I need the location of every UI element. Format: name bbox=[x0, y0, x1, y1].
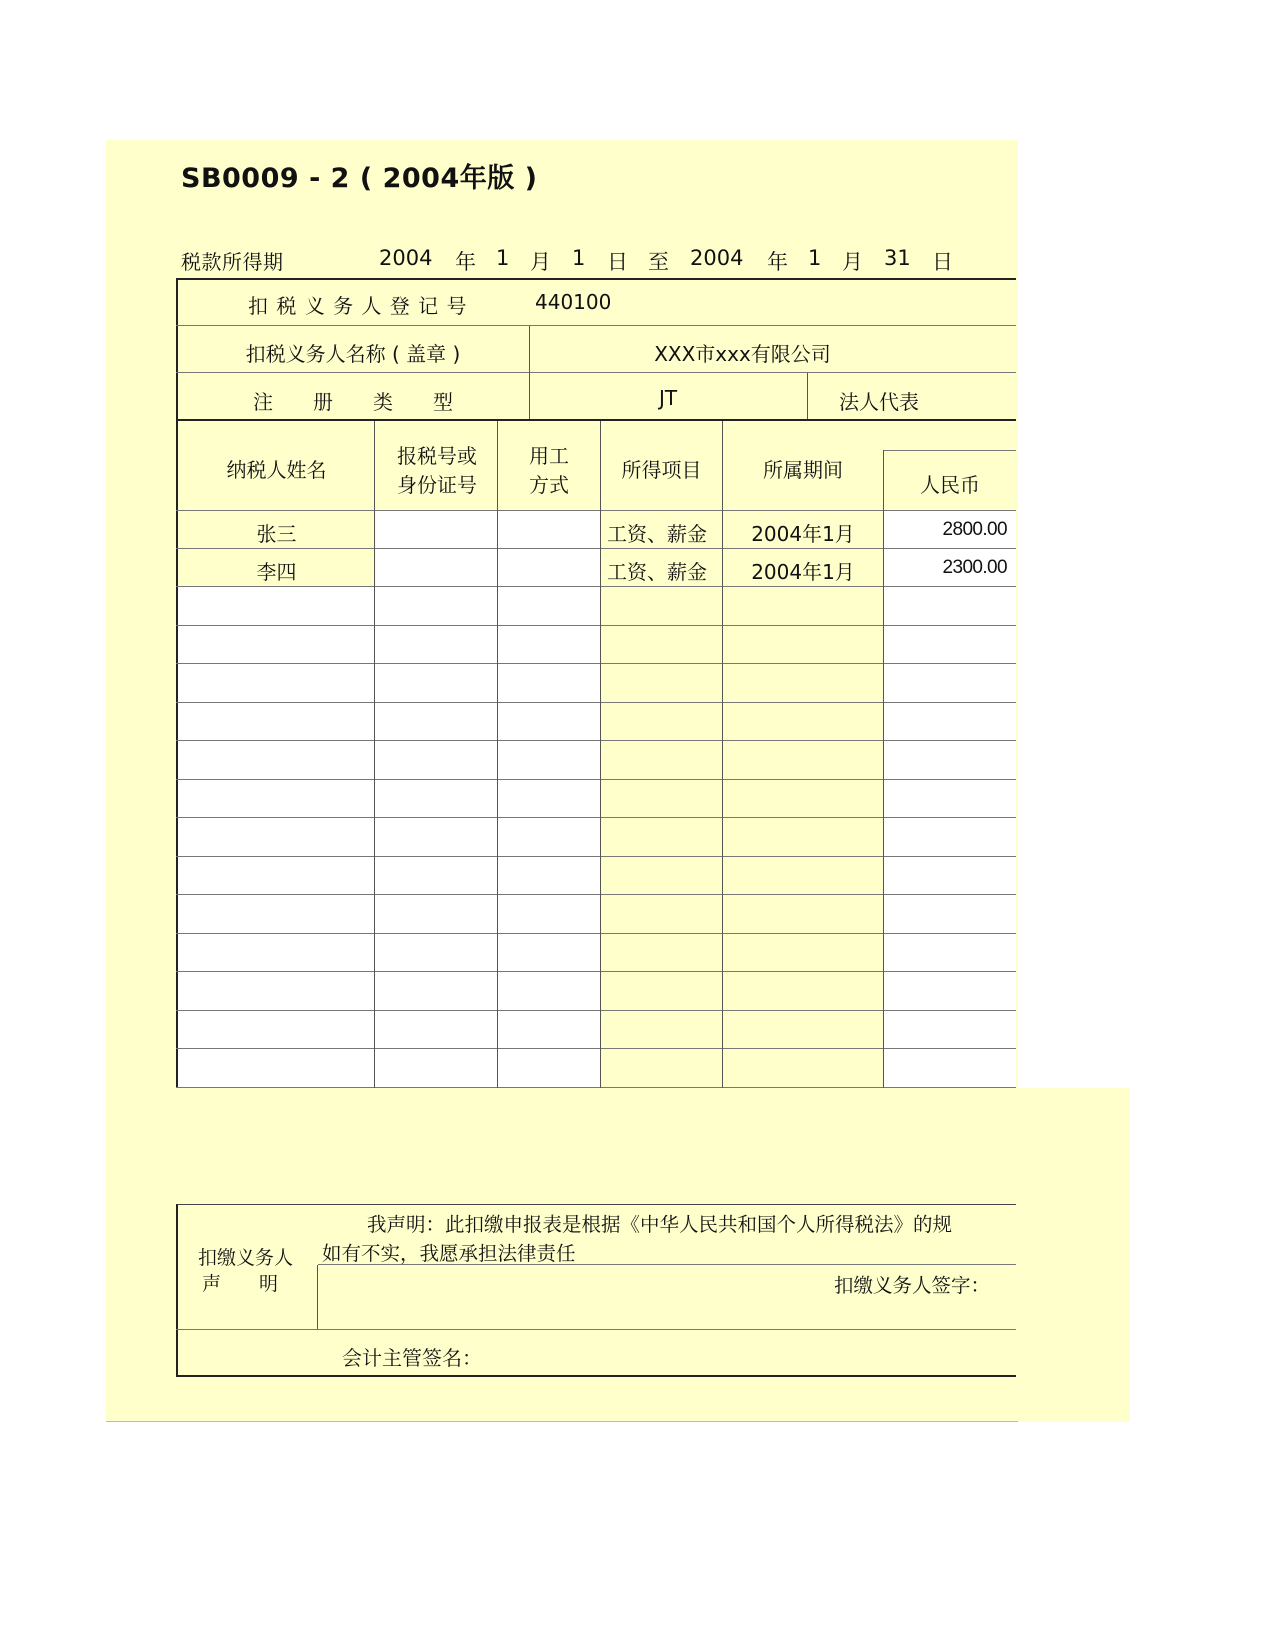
divider bbox=[176, 1329, 1016, 1330]
row-rmb-amount: 2300.00 bbox=[942, 557, 1007, 578]
period-day-unit: 日 bbox=[932, 250, 953, 274]
row-rmb-amount: 2800.00 bbox=[942, 519, 1007, 540]
divider bbox=[176, 663, 1016, 664]
declaration-label: 扣缴义务人 bbox=[198, 1247, 294, 1269]
period-end-day: 31 bbox=[884, 246, 911, 270]
signature-label: 扣缴义务人签字： bbox=[834, 1274, 991, 1297]
period-month-unit: 月 bbox=[842, 250, 863, 274]
divider bbox=[176, 625, 1016, 626]
legal-rep-label: 法人代表 bbox=[839, 390, 919, 414]
divider bbox=[807, 373, 808, 419]
row-income-item: 工资、薪金 bbox=[607, 522, 707, 546]
divider bbox=[176, 933, 1016, 934]
header-rmb: 人民币 bbox=[920, 473, 980, 497]
divider bbox=[317, 1265, 318, 1330]
divider bbox=[176, 894, 1016, 895]
declaration-text: 如有不实，我愿承担法律责任 bbox=[322, 1242, 576, 1265]
divider bbox=[176, 419, 1016, 421]
period-to: 至 bbox=[648, 250, 669, 274]
page-bottom-rule bbox=[106, 1421, 1018, 1422]
row-income-item: 工资、薪金 bbox=[607, 560, 707, 584]
reg-no-label: 扣 税 义 务 人 登 记 号 bbox=[248, 294, 468, 318]
withholder-name-value: XXX市xxx有限公司 bbox=[654, 342, 831, 366]
form-background-extension bbox=[1016, 1088, 1130, 1422]
reg-type-label: 注 册 类 型 bbox=[253, 390, 453, 414]
divider bbox=[176, 817, 1016, 818]
divider bbox=[176, 1087, 1016, 1088]
declaration-text: 我声明：此扣缴申报表是根据《中华人民共和国个人所得税法》的规 bbox=[367, 1213, 953, 1236]
accountant-signature-label: 会计主管签名： bbox=[342, 1346, 482, 1370]
period-month-unit: 月 bbox=[530, 250, 551, 274]
period-start-month: 1 bbox=[496, 246, 510, 270]
header-income-item: 所得项目 bbox=[621, 458, 702, 482]
divider bbox=[176, 325, 1016, 326]
empty-rows-fill-left bbox=[178, 587, 600, 1087]
empty-rows-fill-right bbox=[884, 587, 1016, 1087]
period-end-month: 1 bbox=[808, 246, 822, 270]
period-day-unit: 日 bbox=[607, 250, 628, 274]
divider bbox=[176, 510, 1016, 511]
header-tax-id: 报税号或 bbox=[397, 444, 477, 468]
divider bbox=[176, 1048, 1016, 1049]
divider bbox=[497, 421, 498, 1088]
divider bbox=[176, 372, 1016, 373]
divider bbox=[176, 779, 1016, 780]
header-period: 所属期间 bbox=[763, 458, 843, 482]
period-start-day: 1 bbox=[572, 246, 586, 270]
divider bbox=[722, 421, 723, 1088]
header-employment: 方式 bbox=[529, 473, 569, 497]
reg-no-value: 440100 bbox=[535, 290, 612, 314]
divider bbox=[176, 702, 1016, 703]
row-taxpayer-name: 李四 bbox=[256, 560, 297, 584]
divider bbox=[176, 971, 1016, 972]
period-label: 税款所得期 bbox=[181, 250, 284, 274]
reg-type-value: JT bbox=[658, 386, 678, 410]
header-taxpayer-name: 纳税人姓名 bbox=[226, 458, 327, 482]
form-code-title: SB0009 - 2 ( 2004年版 ) bbox=[181, 163, 538, 194]
period-year-unit: 年 bbox=[767, 250, 788, 274]
divider bbox=[176, 856, 1016, 857]
divider bbox=[883, 450, 884, 1088]
header-tax-id: 身份证号 bbox=[397, 473, 477, 497]
row-period: 2004年1月 bbox=[751, 522, 855, 546]
divider bbox=[176, 1010, 1016, 1011]
divider bbox=[176, 548, 1016, 549]
withholder-name-label: 扣税义务人名称 ( 盖章 ) bbox=[245, 342, 461, 366]
row-period: 2004年1月 bbox=[751, 560, 855, 584]
divider bbox=[374, 421, 375, 1088]
divider bbox=[883, 450, 1016, 451]
divider bbox=[176, 586, 1016, 587]
period-year-unit: 年 bbox=[455, 250, 476, 274]
divider bbox=[176, 740, 1016, 741]
period-start-year: 2004 bbox=[379, 246, 433, 270]
period-end-year: 2004 bbox=[690, 246, 744, 270]
declaration-label: 声 明 bbox=[202, 1273, 279, 1295]
row-taxpayer-name: 张三 bbox=[256, 522, 297, 546]
divider bbox=[600, 421, 601, 1088]
id-employment-fill bbox=[376, 511, 600, 587]
header-employment: 用工 bbox=[529, 444, 569, 468]
tax-period-row bbox=[181, 246, 1016, 276]
